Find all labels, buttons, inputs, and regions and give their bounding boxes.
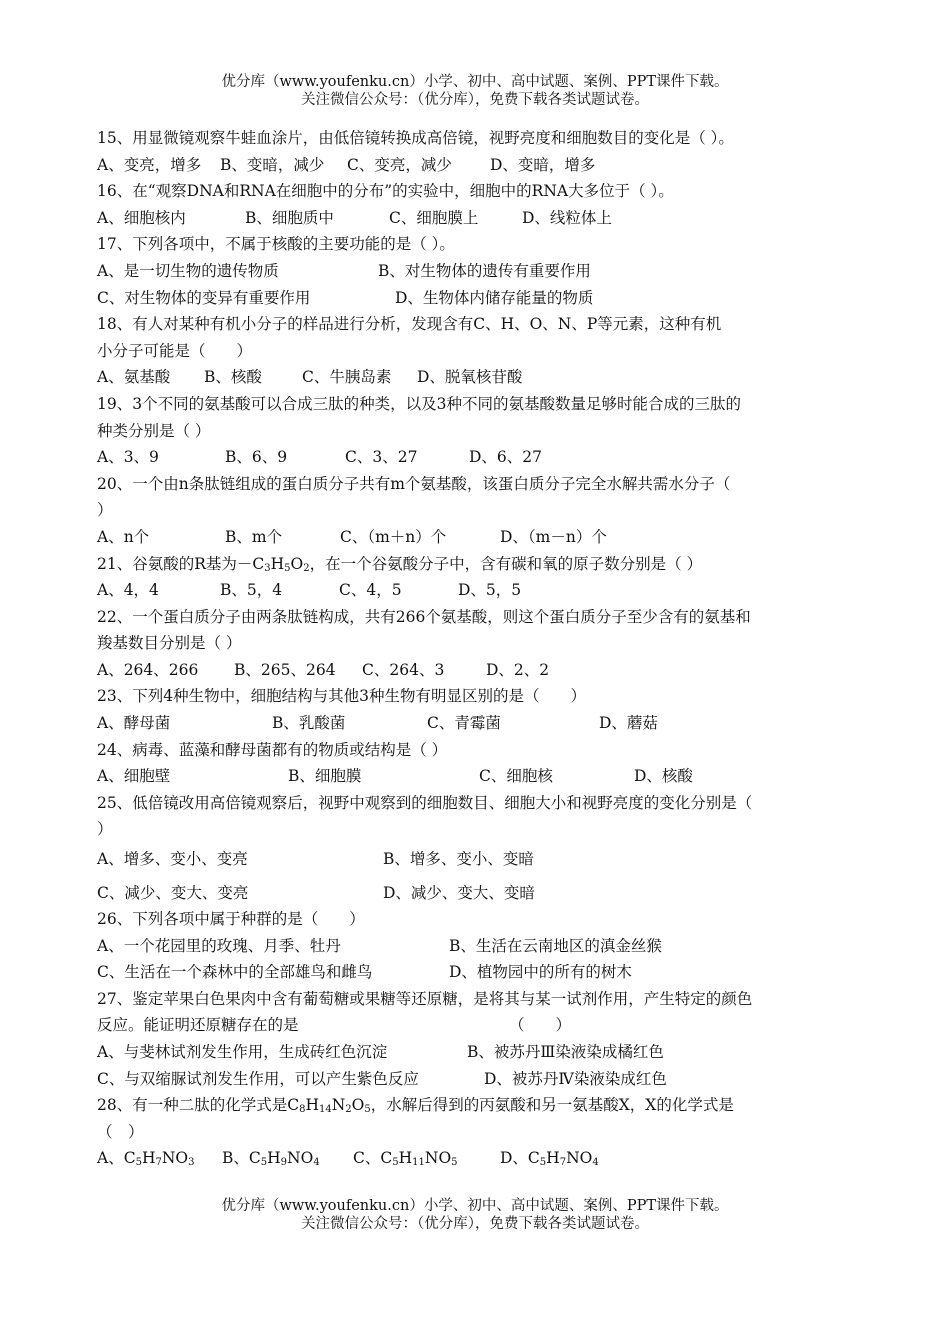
q19-option-c: C、3、27 [345,448,418,467]
q28-d-sub-o: 4 [592,1157,599,1169]
q28-option-a [97,1145,222,1172]
q28-formula-sub-h: 14 [319,1104,332,1116]
q28-a-sub-o: 3 [188,1157,195,1169]
q28-option-b [222,1145,353,1172]
q23-option-b: B、乳酸菌 [272,714,346,733]
header-line-1: 优分库（www.youfenku.cn）小学、初中、高中试题、案例、PPT课件下载。 [221,74,729,90]
q20-option-c: C、（m＋n）个 [340,527,447,546]
q18-stem-1: 18、有人对某种有机小分子的样品进行分析，发现含有C、H、O、N、P等元素，这种有机 [97,315,722,334]
q20-stem-1: 20、一个由n条肽链组成的蛋白质分子共有m个氨基酸，该蛋白质分子完全水解共需水分子（ [97,474,731,493]
q21-formula-o: O [290,554,304,573]
q27-option-b: B、被苏丹Ⅲ染液染成橘红色 [467,1043,664,1061]
q18-option-a: A、氨基酸 [97,368,171,387]
q21-formula-h: H [270,554,285,573]
q28-a-no: NO [161,1149,189,1168]
q16-option-d: D、线粒体上 [522,208,612,227]
q15-option-c: C、变亮，减少 [347,155,452,174]
q15-option-b: B、变暗，减少 [220,155,325,174]
q26-option-c: C、生活在一个森林中的全部雄鸟和雌鸟 [97,963,373,982]
q19-stem-1: 19、3个不同的氨基酸可以合成三肽的种类，以及3种不同的氨基酸数量足够时能合成的三肽的 [97,394,741,413]
footer-line-2: 关注微信公众号：（优分库），免费下载各类试题试卷。 [301,1216,649,1232]
q28-option-a-prefix: A、C [97,1149,136,1168]
q28-a-h: H [141,1149,156,1168]
page-footer [0,1197,950,1233]
q28-c-sub-c: 5 [392,1157,399,1169]
q22-stem-2: 羧基数目分别是（ ） [97,634,242,653]
q24-option-b: B、细胞膜 [288,767,362,786]
q27-option-d: D、被苏丹Ⅳ染液染成红色 [484,1069,667,1088]
q28-c-sub-o: 5 [451,1157,458,1169]
q28-option-d-prefix: D、C [500,1149,540,1168]
q28-formula-sub-c: 8 [299,1104,306,1116]
q28-formula-sub-o: 5 [364,1104,371,1116]
q27-options-ab [97,1039,857,1066]
q21-stem-text: 21、谷氨酸的R基为－C [97,554,265,573]
q27-option-a: A、与斐林试剂发生作用，生成砖红色沉淀 [97,1043,388,1061]
q17-option-a: A、是一切生物的遗传物质 [97,261,279,280]
q28-a-sub-c: 5 [135,1157,142,1169]
q17-option-d: D、生物体内储存能量的物质 [395,288,594,307]
q23-options [97,710,857,737]
q28-b-h: H [267,1149,281,1168]
q20-stem-2: ） [97,501,113,520]
q28-b-sub-c: 5 [260,1157,268,1169]
q22-option-c: C、264、3 [362,660,445,679]
q25-stem-2: ） [97,820,113,839]
q28-b-sub-h: 9 [280,1157,288,1169]
q21-option-b: B、5，4 [220,581,283,600]
q17-options-ab [97,258,857,285]
q27-stem-2: 反应。能证明还原糖存在的是 [97,1016,299,1035]
q28-d-sub-h: 7 [559,1157,567,1169]
q23-option-d: D、蘑菇 [599,714,658,733]
q24-options [97,763,857,790]
q21-options [97,577,857,604]
q28-b-no: NO [287,1149,314,1168]
q27-answer-blank: （ ） [509,1016,572,1035]
footer-line-1: 优分库（www.youfenku.cn）小学、初中、高中试题、案例、PPT课件下载。 [221,1198,729,1214]
q19-option-a: A、3、9 [97,448,159,467]
q25-options-ab [97,843,857,876]
q28-d-h: H [546,1149,560,1168]
q28-stem-text: 28、有一种二肽的化学式是C [97,1096,300,1115]
q28-c-no: NO [424,1149,452,1168]
q28-d-no: NO [566,1149,593,1168]
q28-option-c-prefix: C、C [353,1149,393,1168]
q19-option-d: D、6、27 [469,448,543,467]
q27-options-cd [97,1066,857,1093]
q28-option-b-prefix: B、C [222,1149,261,1168]
q25-option-d: D、减少、变大、变暗 [383,884,535,903]
q23-option-a: A、酵母菌 [97,714,171,733]
q27-stem-2-row [97,1012,857,1039]
q18-stem-2: 小分子可能是（ ） [97,341,253,360]
q19-stem-2: 种类分别是（ ） [97,421,211,440]
q28-stem-2: （ ） [97,1122,144,1141]
q19-option-b: B、6、9 [225,448,288,467]
q18-option-d: D、脱氧核苷酸 [417,368,523,387]
q21-stem-rest: ，在一个谷氨酸分子中，含有碳和氧的原子数分别是（ ） [309,554,703,573]
q21-formula-sub-c: 3 [264,562,271,574]
q23-option-c: C、青霉菌 [427,714,501,733]
q24-option-c: C、细胞核 [479,767,553,786]
q24-stem: 24、病毒、蓝藻和酵母菌都有的物质或结构是（ ） [97,740,448,759]
q25-options-cd [97,876,857,906]
q27-stem-1: 27、鉴定苹果白色果肉中含有葡萄糖或果糖等还原糖，是将其与某一试剂作用，产生特定的颜色 [97,989,753,1008]
q15-options [97,152,857,179]
q21-formula-sub-h: 5 [284,562,291,574]
q28-options [97,1145,857,1172]
q18-option-b: B、核酸 [204,368,262,387]
q28-b-sub-o: 4 [313,1157,320,1169]
q20-option-d: D、（m－n）个 [500,527,607,546]
q17-option-c: C、对生物体的变异有重要作用 [97,288,311,307]
q18-option-c: C、牛胰岛素 [302,368,392,387]
q26-options-ab [97,933,857,960]
q25-option-a: A、增多、变小、变亮 [97,850,248,869]
q28-stem-rest: ，水解后得到的丙氨酸和另一氨基酸X，X的化学式是 [370,1096,734,1115]
q26-option-a: A、一个花园里的玫瑰、月季、牡丹 [97,936,341,955]
q28-formula-h: H [305,1096,319,1115]
q16-options [97,205,857,232]
q25-option-c: C、减少、变大、变亮 [97,884,249,903]
q16-option-b: B、细胞质中 [245,208,334,227]
q28-c-h: H [398,1149,413,1168]
q21-option-a: A、4，4 [97,581,159,600]
q22-option-d: D、2、2 [486,660,550,679]
q26-option-b: B、生活在云南地区的滇金丝猴 [449,936,662,955]
q28-option-d [500,1145,599,1172]
question-list [97,125,857,1172]
q24-option-d: D、核酸 [634,767,693,786]
q17-stem: 17、下列各项中，不属于核酸的主要功能的是（ ）。 [97,235,455,254]
q16-stem: 16、在“观察DNA和RNA在细胞中的分布”的实验中，细胞中的RNA大多位于（ ）。 [97,182,674,201]
q28-formula-o: O [351,1096,365,1115]
q21-option-d: D、5，5 [458,581,522,600]
q28-d-sub-c: 5 [539,1157,547,1169]
q20-options [97,524,857,551]
q26-stem: 26、下列各项中属于种群的是（ ） [97,910,365,929]
q28-option-c [353,1145,500,1172]
q15-option-a: A、变亮，增多 [97,155,202,174]
q15-option-d: D、变暗，增多 [490,155,596,174]
q28-formula-n: N [331,1096,346,1115]
q26-option-d: D、植物园中的所有的树木 [449,963,632,982]
q16-option-c: C、细胞膜上 [389,208,479,227]
q21-formula-sub-o: 2 [303,562,310,574]
q19-options [97,444,857,471]
q20-option-a: A、n个 [97,527,150,546]
q23-stem: 23、下列4种生物中，细胞结构与其他3种生物有明显区别的是（ ） [97,687,586,706]
q22-option-b: B、265、264 [234,660,336,679]
q24-option-a: A、细胞壁 [97,767,171,786]
q21-stem [97,551,857,578]
q25-stem-1: 25、低倍镜改用高倍镜观察后，视野中观察到的细胞数目、细胞大小和视野亮度的变化分别是（ [97,793,753,812]
page-header [0,73,950,109]
q22-stem-1: 22、一个蛋白质分子由两条肽链构成，共有266个氨基酸，则这个蛋白质分子至少含有的氨基和 [97,607,751,626]
q20-option-b: B、m个 [225,527,283,546]
q25-option-b: B、增多、变小、变暗 [383,850,534,869]
q17-option-b: B、对生物体的遗传有重要作用 [378,261,591,280]
q15-stem: 15、用显微镜观察牛蛙血涂片，由低倍镜转换成高倍镜，视野亮度和细胞数目的变化是（ ）。 [97,129,734,147]
header-line-2: 关注微信公众号：（优分库），免费下载各类试题试卷。 [301,92,649,108]
q28-formula-sub-n: 2 [345,1104,352,1116]
q21-option-c: C、4，5 [339,581,402,600]
q18-options [97,364,857,391]
q17-options-cd [97,285,857,312]
q27-option-c: C、与双缩脲试剂发生作用，可以产生紫色反应 [97,1069,419,1088]
q28-stem-1 [97,1092,857,1119]
q28-c-sub-h: 11 [412,1157,425,1169]
q26-options-cd [97,959,857,986]
q16-option-a: A、细胞核内 [97,208,186,227]
q28-a-sub-h: 7 [155,1157,162,1169]
q22-option-a: A、264、266 [97,660,199,679]
q22-options [97,657,857,684]
